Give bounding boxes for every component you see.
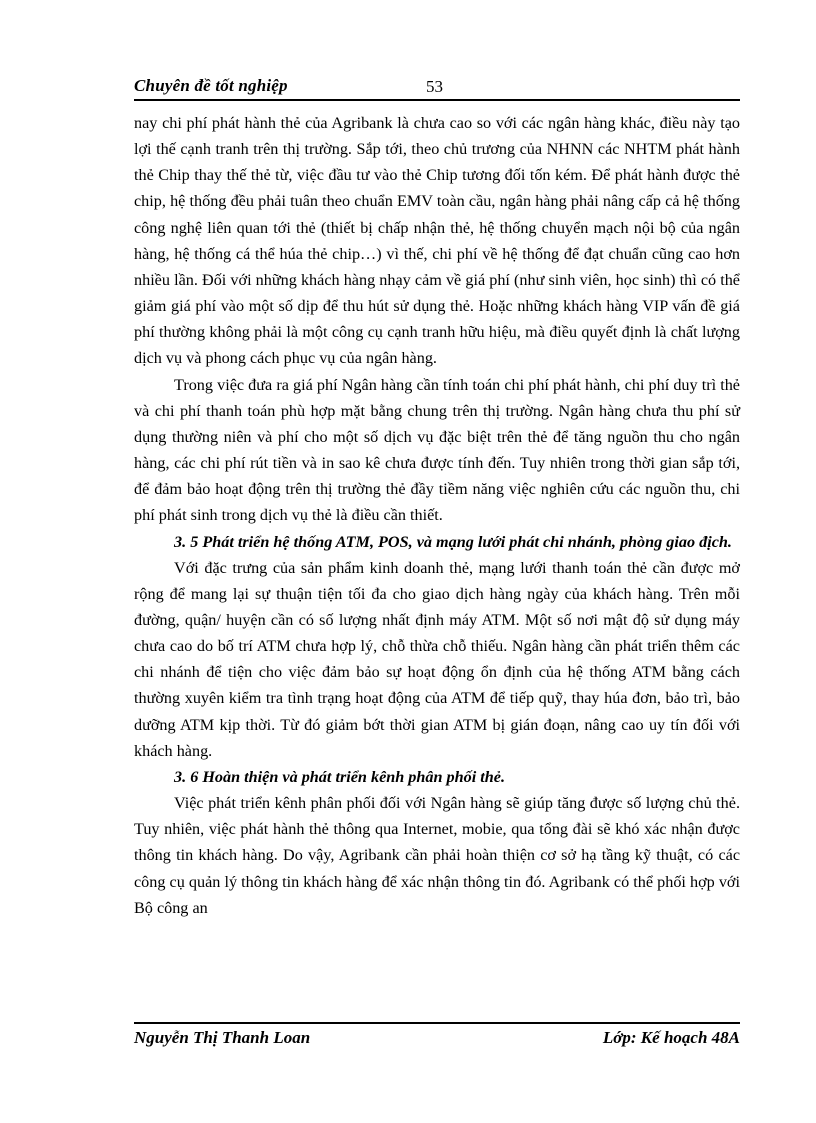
paragraph-atm-network: Với đặc trưng của sản phẩm kinh doanh thẻ, mạng lưới thanh toán thẻ cần được mở rộng để mang lại sự thuận tiện tối đa cho giao dịch hàng ngày của khách hàng. Trên mỗi đường, quận/ huyện cần có số lượng nhất định máy ATM. Một số nơi mật độ sử dụng máy chưa cao do bố trí ATM chưa hợp lý, chỗ thừa chỗ thiếu. Ngân hàng cần phát triển thêm các chi nhánh để tiện cho việc đảm bảo sự hoạt động ổn định của hệ thống ATM bằng cách thường xuyên kiểm tra tình trạng hoạt động của ATM để tiếp quỹ, thay húa đơn, bảo trì, bảo dưỡng ATM kịp thời. Từ đó giảm bớt thời gian ATM bị gián đoạn, nâng cao uy tín đối với khách hàng. (134, 558, 740, 760)
footer-class: Lớp: Kế hoạch 48A (602, 1028, 740, 1047)
page-footer (134, 1028, 740, 1052)
paragraph-fees-continued: nay chi phí phát hành thẻ của Agribank là chưa cao so với các ngân hàng khác, điều này tạo lợi thế cạnh tranh trên thị trường. Sắp tới, theo chủ trương của NHNN các NHTM phát hành thẻ Chip thay thế thẻ từ, việc đầu tư vào thẻ Chip tương đối tốn kém. Để phát hành được thẻ chip, hệ thống đều phải tuân theo chuẩn EMV toàn cầu, ngân hàng phải nâng cấp cả hệ thống công nghệ liên quan tới thẻ (thiết bị chấp nhận thẻ, hệ thống chuyển mạch nội bộ của ngân hàng, hệ thống cá thể húa thẻ chip…) vì thế, chi phí về hệ thống để đạt chuẩn cũng cao hơn nhiều lần. Đối với những khách hàng nhạy cảm về giá phí (như sinh viên, học sinh) thì có thể giảm giá phí vào một số dịp để thu hút sử dụng thẻ. Hoặc những khách hàng VIP vấn đề giá phí thường không phải là một công cụ cạnh tranh hữu hiệu, mà điều quyết định là chất lượng dịch vụ và phong cách phục vụ của ngân hàng. (134, 114, 740, 368)
page-number: 53 (426, 77, 443, 96)
document-body (134, 110, 740, 921)
footer-divider (134, 1022, 740, 1024)
section-heading-3-6: 3. 6 Hoàn thiện và phát triển kênh phân phối thẻ. (174, 767, 506, 786)
footer-author: Nguyễn Thị Thanh Loan (134, 1028, 311, 1047)
paragraph-distribution-channel: Việc phát triển kênh phân phối đối với Ngân hàng sẽ giúp tăng được số lượng chủ thẻ. Tuy nhiên, việc phát hành thẻ thông qua Internet, mobie, qua tổng đài sẽ khó xác nhận được thông tin khách hàng. Do vậy, Agribank cần phải hoàn thiện cơ sở hạ tầng kỹ thuật, có các công cụ quản lý thông tin khách hàng để xác nhận thông tin đó. Agribank có thể phối hợp với Bộ công an (134, 794, 740, 917)
section-heading-3-5: 3. 5 Phát triển hệ thống ATM, POS, và mạng lưới phát chi nhánh, phòng giao địch. (174, 532, 732, 551)
paragraph-fee-calculation: Trong việc đưa ra giá phí Ngân hàng cần tính toán chi phí phát hành, chi phí duy trì thẻ và chi phí thanh toán phù hợp mặt bằng chung trên thị trường. Ngân hàng chưa thu phí sử dụng thường niên và phí cho một số dịch vụ đặc biệt trên thẻ để tăng nguồn thu cho ngân hàng, các chi phí rút tiền và in sao kê chưa được tính đến. Tuy nhiên trong thời gian sắp tới, để đảm bảo hoạt động trên thị trường thẻ đầy tiềm năng việc nghiên cứu các nguồn thu, chi phí phát sinh trong dịch vụ thẻ là điều cần thiết. (134, 375, 740, 525)
page-header (134, 76, 740, 100)
header-title: Chuyên đề tốt nghiệp (134, 76, 288, 95)
header-divider (134, 99, 740, 101)
